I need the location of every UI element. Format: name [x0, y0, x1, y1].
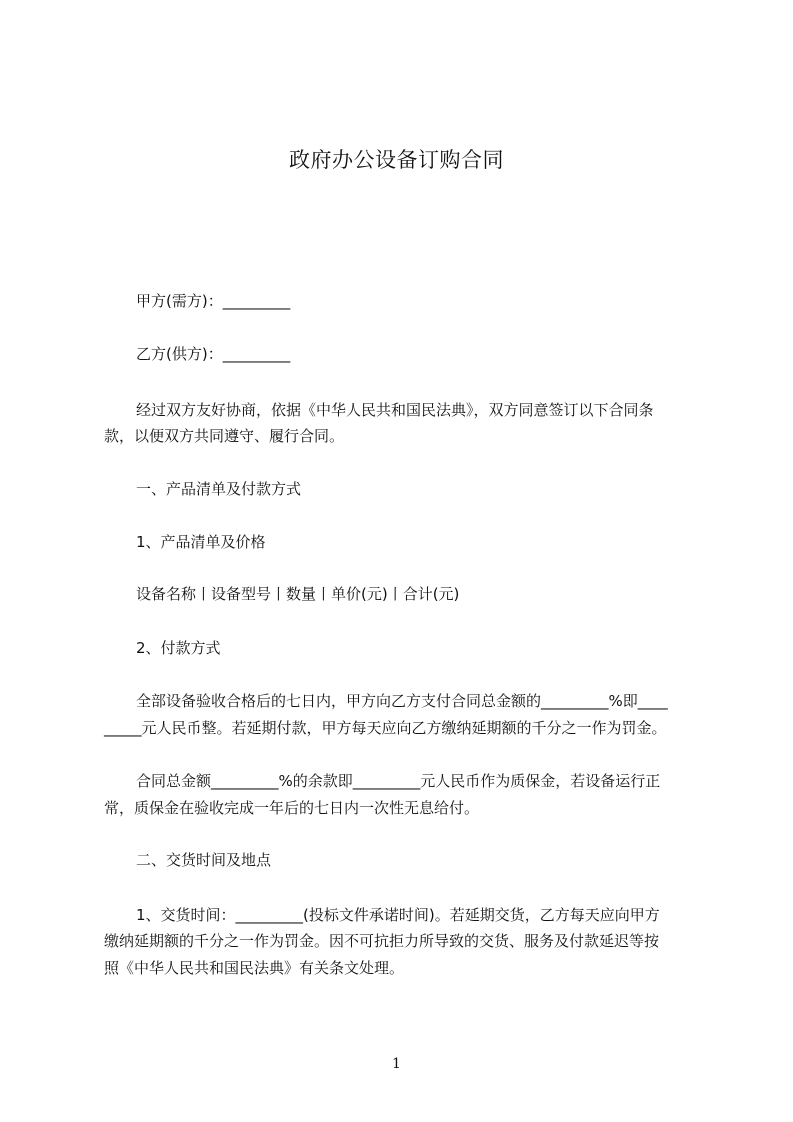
payment-paragraph-line-1: 全部设备验收合格后的七日内，甲方向乙方支付合同总金额的_________%即____: [136, 692, 668, 710]
section-1-item-2: 2、付款方式: [136, 639, 221, 657]
section-2-heading: 二、交货时间及地点: [136, 851, 272, 869]
intro-paragraph-line-2: 款，以便双方共同遵守、履行合同。: [104, 427, 345, 445]
delivery-paragraph-line-2: 缴纳延期额的千分之一作为罚金。因不可抗拒力所导致的交货、服务及付款延迟等按: [104, 932, 660, 950]
deposit-paragraph-line-1: 合同总金额_________%的余款即_________元人民币作为质保金，若设备运行正: [136, 772, 661, 790]
document-title: 政府办公设备订购合同: [289, 148, 504, 172]
deposit-paragraph-line-2: 常，质保金在验收完成一年后的七日内一次性无息给付。: [104, 799, 480, 817]
delivery-paragraph-line-1: 1、交货时间：_________(投标文件承诺时间)。若延期交货，乙方每天应向甲方: [136, 906, 660, 924]
product-table-header: 设备名称丨设备型号丨数量丨单价(元)丨合计(元): [136, 585, 460, 603]
page-number: 1: [392, 1056, 401, 1072]
intro-paragraph-line-1: 经过双方友好协商，依据《中华人民共和国民法典》，双方同意签订以下合同条: [136, 401, 654, 419]
section-1-item-1: 1、产品清单及价格: [136, 533, 266, 551]
section-1-heading: 一、产品清单及付款方式: [136, 480, 302, 498]
party-a-line: 甲方(需方)：_________: [136, 292, 291, 310]
party-b-line: 乙方(供方)：_________: [136, 345, 291, 363]
delivery-paragraph-line-3: 照《中华人民共和国民法典》有关条文处理。: [104, 959, 405, 977]
payment-paragraph-line-2: _____元人民币整。若延期付款，甲方每天应向乙方缴纳延期额的千分之一作为罚金。: [104, 719, 667, 737]
